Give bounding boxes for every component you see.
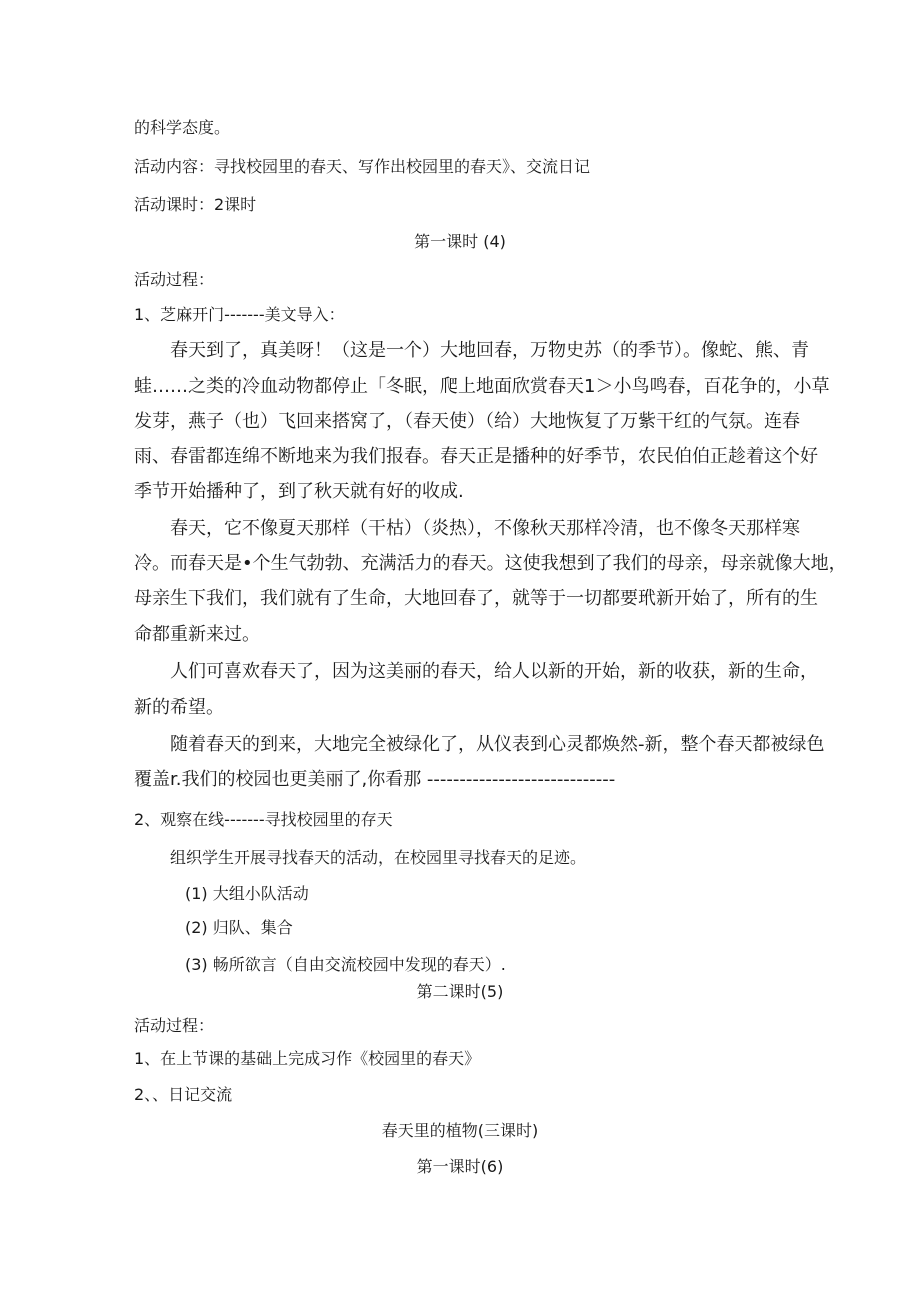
step-heading: 1、在上节课的基础上完成习作《校园里的春天》 [134,1049,481,1068]
section-heading: 第一课时 (4) [414,232,506,251]
process-label: 活动过程： [134,1016,215,1035]
paragraph-line: 母亲生下我们，我们就有了生命，大地回春了，就等于一切都要玳新开始了，所有的生 [134,588,818,609]
step-heading: 2、观察在线-------寻找校园里的存天 [134,810,393,829]
list-item: (1) 大组小队活动 [185,884,309,903]
list-item: (3) 畅所欲言（自由交流校园中发现的春天）. [185,955,506,974]
paragraph-line: 人们可喜欢春天了，因为这美丽的春天，给人以新的开始，新的收获，新的生命， [170,661,818,682]
step-heading: 2、、日记交流 [134,1085,233,1104]
text-line: 的科学态度。 [134,118,231,137]
paragraph-line: 春天，它不像夏天那样（干枯）（炎热），不像秋天那样冷清，也不像冬天那样寒 [170,518,800,539]
paragraph-line: 雨、春雷都连绵不断地来为我们报春。春天正是播种的好季节，农民伯伯正趁着这个好 [134,446,818,467]
section-title: 春天里的植物(三课时) [381,1121,539,1140]
paragraph-line: 随着春天的到来，大地完全被绿化了，从仪表到心灵都焕然-新，整个春天都被绿色 [170,734,825,755]
section-heading: 第二课时(5) [416,982,504,1001]
activity-hours: 活动课时：2课时 [134,195,257,214]
paragraph-line: 覆盖r.我们的校园也更美丽了,你看那 ----------------------------- [134,769,616,790]
list-item: (2) 归队、集合 [185,918,293,937]
paragraph-line: 命都重新来过。 [134,624,260,645]
paragraph-line: 春天到了，真美呀！（这是一个）大地回春，万物史苏（的季节）。像蛇、熊、青 [170,340,809,361]
section-heading: 第一课时(6) [416,1157,504,1176]
paragraph-line: 季节开始播种了，到了秋天就有好的收成. [134,481,464,502]
paragraph-line: 蛙……之类的冷血动物都停止「冬眠，爬上地面欣赏春天1＞小鸟鸣春，百花争的，小草 [134,376,830,397]
paragraph-line: 冷。而春天是•个生气勃勃、充满活力的春天。这使我想到了我们的母亲，母亲就像大地， [134,553,847,574]
paragraph-line: 发芽，燕子（也）飞回来搭窝了，（春天使）（给）大地恢复了万紫干红的气氛。连春 [134,411,800,432]
paragraph-line: 新的希望。 [134,697,224,718]
process-label: 活动过程： [134,270,215,289]
step-heading: 1、芝麻开门-------美文导入： [134,305,345,324]
text-line: 组织学生开展寻找春天的活动，在校园里寻找春天的足迹。 [170,848,587,867]
activity-content: 活动内容：寻找校园里的春天、写作出校园里的春天》、交流日记 [134,157,591,176]
